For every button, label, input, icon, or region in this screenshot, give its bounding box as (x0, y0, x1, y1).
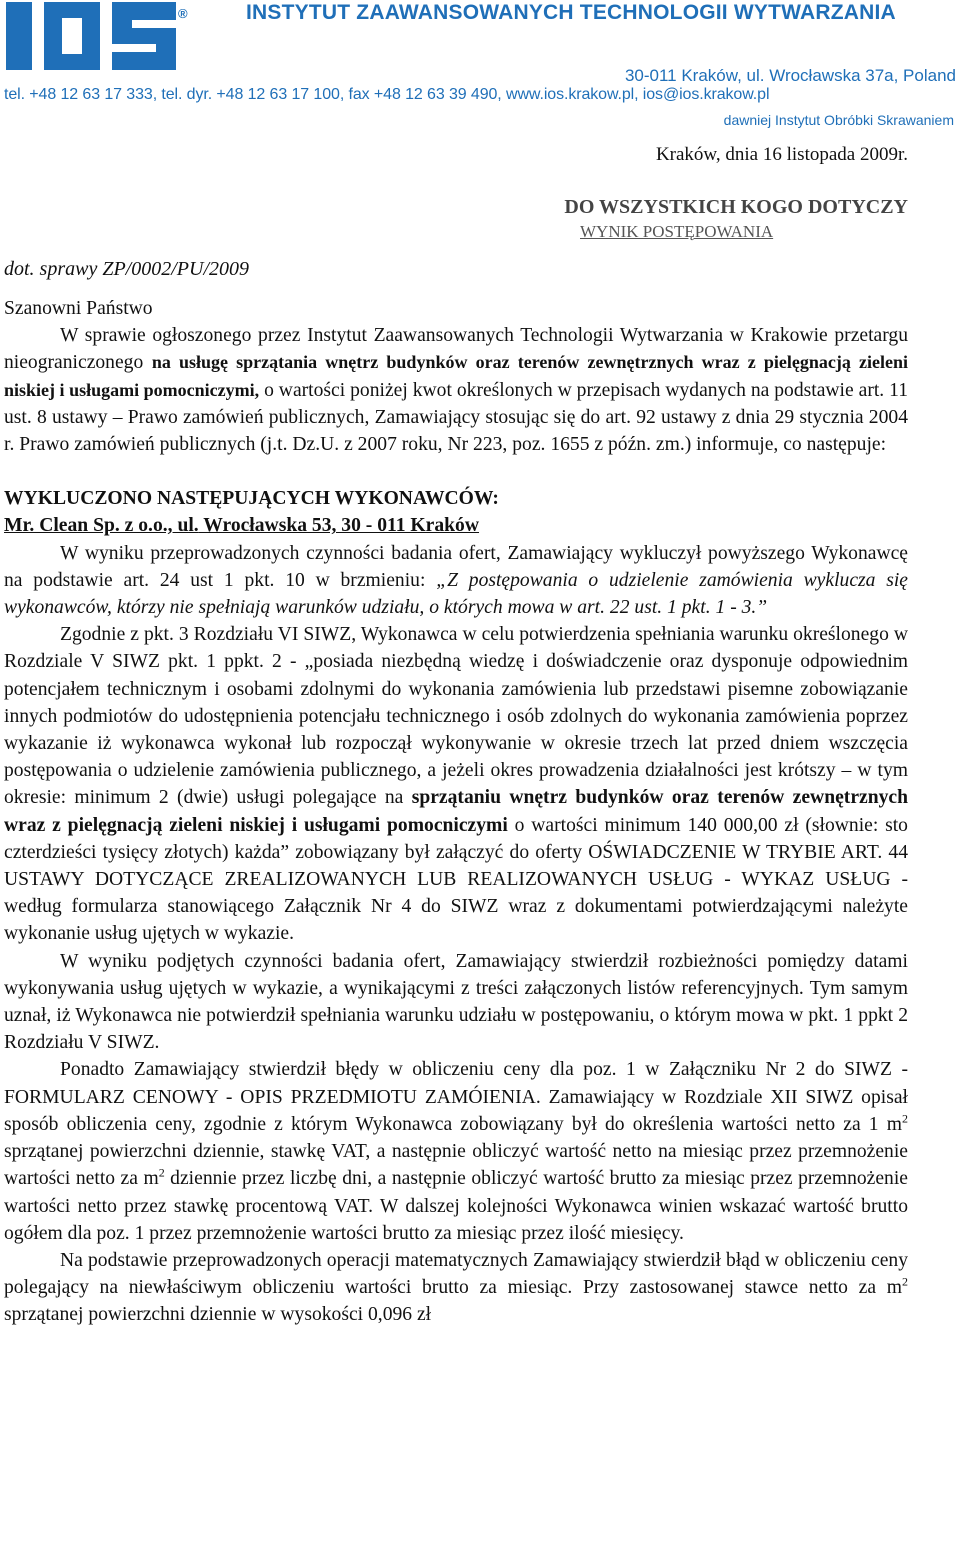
exclusion-text: W wyniku przeprowadzonych czynności badania ofert, Zamawiający wykluczył powyższego Wykonawcę na podstawie art. 24 ust 1 pkt. 10 w brzmieniu: (4, 542, 908, 591)
institute-address: 30-011 Kraków, ul. Wrocławska 37a, Poland (624, 66, 956, 85)
intro-bold-text: na usługę sprzątania wnętrz budynków oraz terenów zewnętrznych wraz z pielęgnacją zieleni niskiej i usługami pomocniczymi, (4, 352, 909, 400)
salutation: Szanowni Państwo (4, 298, 153, 319)
requirements-text: Zgodnie z pkt. 3 Rozdziału VI SIWZ, Wykonawca w celu potwierdzenia spełniania warunku określonego w Rozdziale V SIWZ pkt. 1 ppkt. 2 - „posiada niezbędną wiedzę i doświadczenie oraz dysponuje odpowiednim potencjałem technicznym i osobami zdolnymi do wykonania zamówienia lub przedstawi pisemne zobowiązanie innych podmiotów do udostępnienia potencjału technicznego i osób zdolnych do wykonania zamówienia poprzez wykazanie iż wykonawca wykonał lub rozpoczął wykonywanie w okresie trzech lat przed dniem wszczęcia postępowania o udzielenie zamówienia publicznego, a jeżeli okres prowadzenia działalności jest krótszy – w tym okresie: minimum 2 (dwie) usługi polegające na (4, 624, 908, 809)
institute-name: INSTYTUT ZAAWANSOWANYCH TECHNOLOGII WYTWARZANIA (246, 1, 896, 24)
ios-logo-icon (4, 0, 194, 72)
superscript: 2 (158, 1165, 165, 1180)
letterhead (0, 0, 960, 140)
letter-body (4, 295, 908, 1329)
subtitle: WYNIK POSTĘPOWANIA (580, 222, 774, 241)
paragraph-exclusion (4, 540, 908, 622)
price-text-b: sprzątanej powierzchni dziennie, stawkę VAT, a następnie obliczyć wartość netto na miesiąc przez przemnożenie wartości netto za m (4, 1141, 908, 1190)
price-text-c: dziennie przez liczbę dni, a następnie obliczyć wartość brutto za miesiąc przez przemnożenie wartości netto przez stawkę procentową VAT. W dalszej kolejności Wykonawca winien wskazać wartość brutto ogółem dla poz. 1 przez przemnożenie wartości brutto za miesiąc przez ilość miesięcy. (4, 1168, 908, 1244)
case-reference: dot. sprawy ZP/0002/PU/2009 (4, 258, 250, 280)
former-name: dawniej Instytut Obróbki Skrawaniem (723, 112, 954, 128)
excluded-contractor (4, 512, 908, 539)
superscript: 2 (902, 1274, 908, 1289)
intro-text: W sprawie ogłoszonego przez Instytut Zaawansowanych Technologii Wytwarzania w Krakowie przetargu nieograniczonego (4, 325, 908, 374)
registered-mark: ® (178, 6, 188, 21)
institute-contact: tel. +48 12 63 17 333, tel. dyr. +48 12 63 17 100, fax +48 12 63 39 490, www.ios.krakow.pl, ios@ios.krakow.pl (4, 86, 770, 103)
superscript: 2 (902, 1111, 908, 1126)
exclusion-quote: „Z postępowania o udzielenie zamówienia wyklucza się wykonawców, którzy nie spełniają warunków udziału, o których mowa w art. 22 ust. 1 pkt. 1 - 3.” (4, 569, 908, 619)
paragraph-requirements (4, 621, 908, 947)
date-line: Kraków, dnia 16 listopada 2009r. (655, 144, 908, 165)
paragraph-calculation (4, 1247, 908, 1329)
intro-paragraph (4, 322, 908, 458)
contractor-address: Wrocławska 53, 30 - 011 Kraków (198, 515, 480, 537)
calc-text-b: sprzątanej powierzchni dziennie w wysokości 0,096 zł (4, 1304, 432, 1326)
excluded-heading: WYKLUCZONO NASTĘPUJĄCYCH WYKONAWCÓW: (4, 488, 499, 510)
intro-text-cont: o wartości poniżej kwot określonych w przepisach wydanych na podstawie art. 11 ust. 8 ustawy – Prawo zamówień publicznych, Zamawiający stosując się do art. 92 ustawy z dnia 29 stycznia 2004 r. Prawo zamówień publicznych (j.t. Dz.U. z 2007 roku, Nr 223, poz. 1655 z późn. zm.) informuje, co następuje: (4, 379, 909, 456)
requirements-bold: sprzątaniu wnętrz budynków oraz terenów zewnętrznych wraz z pielęgnacją zieleni niskiej i usługami pomocniczymi (4, 787, 909, 836)
price-text-a: Ponadto Zamawiający stwierdził błędy w obliczeniu ceny dla poz. 1 w Załączniku Nr 2 do SIWZ - FORMULARZ CENOWY - OPIS PRZEDMIOTU ZAMÓIENIA. Zamawiający w Rozdziale XII SIWZ opisał sposób obliczenia ceny, zgodnie z którym Wykonawca zobowiązany był do określenia wartości netto za 1 m (4, 1059, 908, 1135)
requirements-text-cont: o wartości minimum 140 000,00 zł (słownie: sto czterdzieści tysięcy złotych) każda” zobowiązany był załączyć do oferty OŚWIADCZENIE W TRYBIE ART. 44 USTAWY DOTYCZĄCE ZREALIZOWANYCH LUB REALIZOWANYCH USŁUG - WYKAZ USŁUG - według formularza stanowiącego Załącznik Nr 4 do SIWZ wraz z dokumentami potwierdzającymi należyte wykonanie usług ujętych w wykazie. (4, 814, 908, 945)
addressee: DO WSZYSTKICH KOGO DOTYCZY (564, 196, 908, 218)
paragraph-price-errors (4, 1056, 908, 1246)
contractor-name: Mr. Clean Sp. z o.o., ul. (4, 515, 199, 537)
paragraph-discrepancy: W wyniku podjętych czynności badania ofert, Zamawiający stwierdził rozbieżności pomiędzy datami wykonywania usług ujętych w wykazie, a wynikającymi z treści załączonych listów referencyjnych. Tym samym uznał, iż Wykonawca nie potwierdził spełniania warunku udziału w postępowaniu, o którym mowa w pkt. 1 ppkt 2 Rozdziału V SIWZ. (4, 950, 908, 1054)
calc-text-a: Na podstawie przeprowadzonych operacji matematycznych Zamawiający stwierdził błąd w obliczeniu ceny polegający na niewłaściwym obliczeniu wartości brutto za miesiąc. Przy zastosowanej stawce netto za m (4, 1249, 908, 1299)
